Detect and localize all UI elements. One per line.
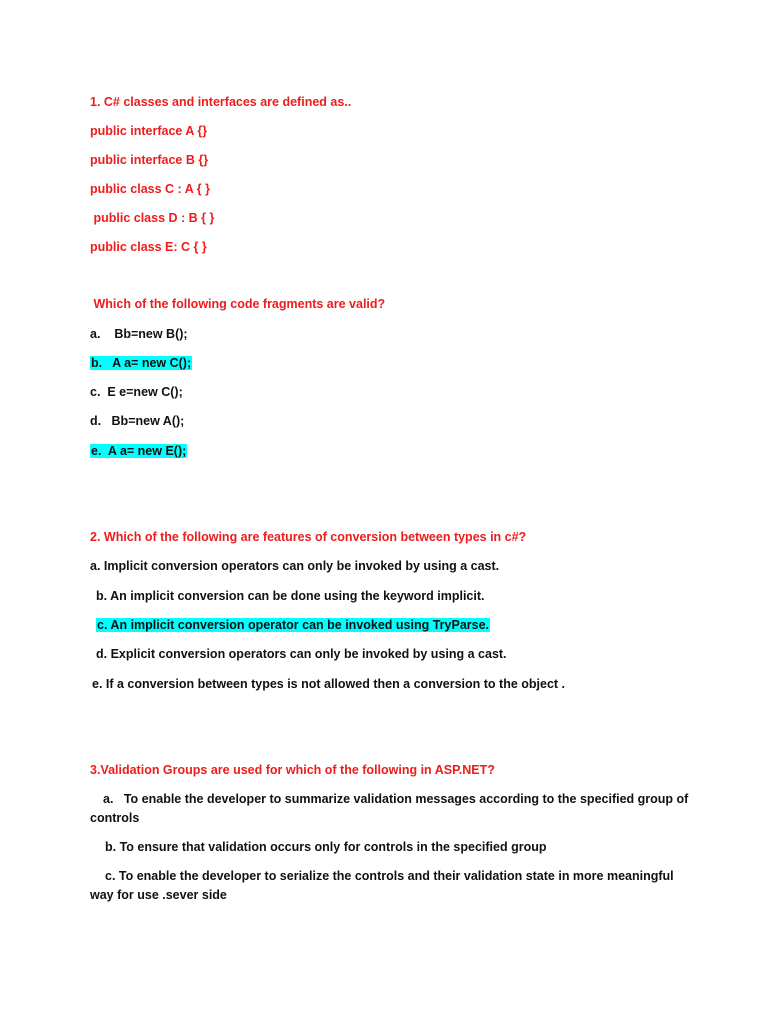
q2-option-b: b. An implicit conversion can be done using the keyword implicit. — [96, 589, 485, 603]
q2-option-e: e. If a conversion between types is not allowed then a conversion to the object . — [92, 677, 566, 691]
q1-code-line-2: public interface B {} — [90, 153, 209, 167]
q3-option-a-line-2: controls — [90, 811, 140, 825]
q1-question: Which of the following code fragments are valid? — [90, 297, 386, 311]
q2-option-c — [96, 616, 490, 634]
q1-code-line-3: public class C : A { } — [90, 182, 210, 196]
q1-option-a: a. Bb=new B(); — [90, 327, 188, 341]
q1-option-e-highlight: e. A a= new E(); — [91, 444, 187, 458]
q2-option-a: a. Implicit conversion operators can only be invoked by using a cast. — [90, 559, 500, 573]
q1-code-line-1: public interface A {} — [90, 124, 208, 138]
q1-option-d: d. Bb=new A(); — [90, 414, 185, 428]
q3-option-a-line-1: a. To enable the developer to summarize validation messages according to the specified group of — [103, 792, 689, 806]
q3-option-c-line-2: way for use .sever side — [90, 888, 227, 902]
q1-code-line-5: public class E: C { } — [90, 240, 207, 254]
q1-option-b — [90, 354, 192, 372]
q1-option-e — [90, 442, 187, 460]
q1-option-c: c. E e=new C(); — [90, 385, 183, 399]
q1-code-line-4: public class D : B { } — [90, 211, 215, 225]
q1-option-b-highlight: b. A a= new C(); — [91, 356, 192, 370]
q2-option-c-highlight: c. An implicit conversion operator can be invoked using TryParse. — [97, 618, 490, 632]
q2-title: 2. Which of the following are features of conversion between types in c#? — [90, 530, 527, 544]
q2-option-d: d. Explicit conversion operators can only be invoked by using a cast. — [96, 647, 507, 661]
q3-title: 3.Validation Groups are used for which of the following in ASP.NET? — [90, 763, 495, 777]
q3-option-c-line-1: c. To enable the developer to serialize the controls and their validation state in more meaningful — [105, 869, 674, 883]
q3-option-b: b. To ensure that validation occurs only for controls in the specified group — [105, 840, 547, 854]
q1-title: 1. C# classes and interfaces are defined as.. — [90, 95, 352, 109]
